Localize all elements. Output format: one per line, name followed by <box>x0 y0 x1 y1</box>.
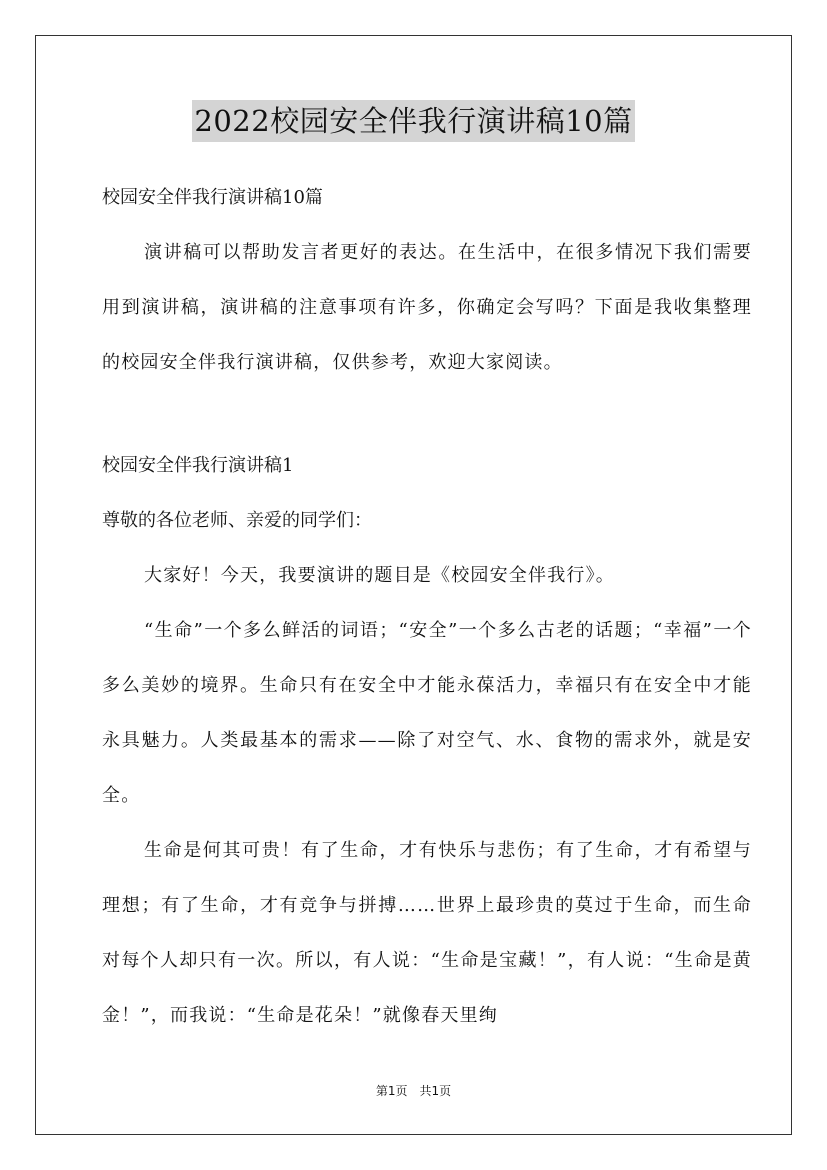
speech-paragraph-3: 生命是何其可贵！有了生命，才有快乐与悲伤；有了生命，才有希望与理想；有了生命，才有竞争与拼搏……世界上最珍贵的莫过于生命，而生命对每个人却只有一次。所以，有人说：“生命是宝藏！”，有人说：“生命是黄金！”，而我说：“生命是花朵！”就像春天里绚 <box>102 840 752 1026</box>
intro-paragraph: 演讲稿可以帮助发言者更好的表达。在生活中，在很多情况下我们需要用到演讲稿，演讲稿的注意事项有许多，你确定会写吗？下面是我收集整理的校园安全伴我行演讲稿，仅供参考，欢迎大家阅读。 <box>102 242 752 373</box>
document-title: 2022校园安全伴我行演讲稿10篇 <box>192 100 634 142</box>
document-subtitle: 校园安全伴我行演讲稿10篇 <box>102 187 323 208</box>
title-container <box>0 100 827 142</box>
section-heading: 校园安全伴我行演讲稿1 <box>102 455 294 476</box>
page-number: 第1页 共1页 <box>375 1084 452 1098</box>
speech-paragraph-2: “生命”一个多么鲜活的词语；“安全”一个多么古老的话题；“幸福”一个多么美妙的境界。生命只有在安全中才能永葆活力，幸福只有在安全中才能永具魅力。人类最基本的需求——除了对空气、水、食物的需求外，就是安全。 <box>102 620 752 806</box>
salutation: 尊敬的各位老师、亲爱的同学们： <box>102 510 372 531</box>
page-footer <box>0 1082 827 1099</box>
speech-paragraph-1: 大家好！今天，我要演讲的题目是《校园安全伴我行》。 <box>144 565 615 586</box>
document-body <box>102 170 752 1043</box>
section-gap <box>102 390 752 438</box>
